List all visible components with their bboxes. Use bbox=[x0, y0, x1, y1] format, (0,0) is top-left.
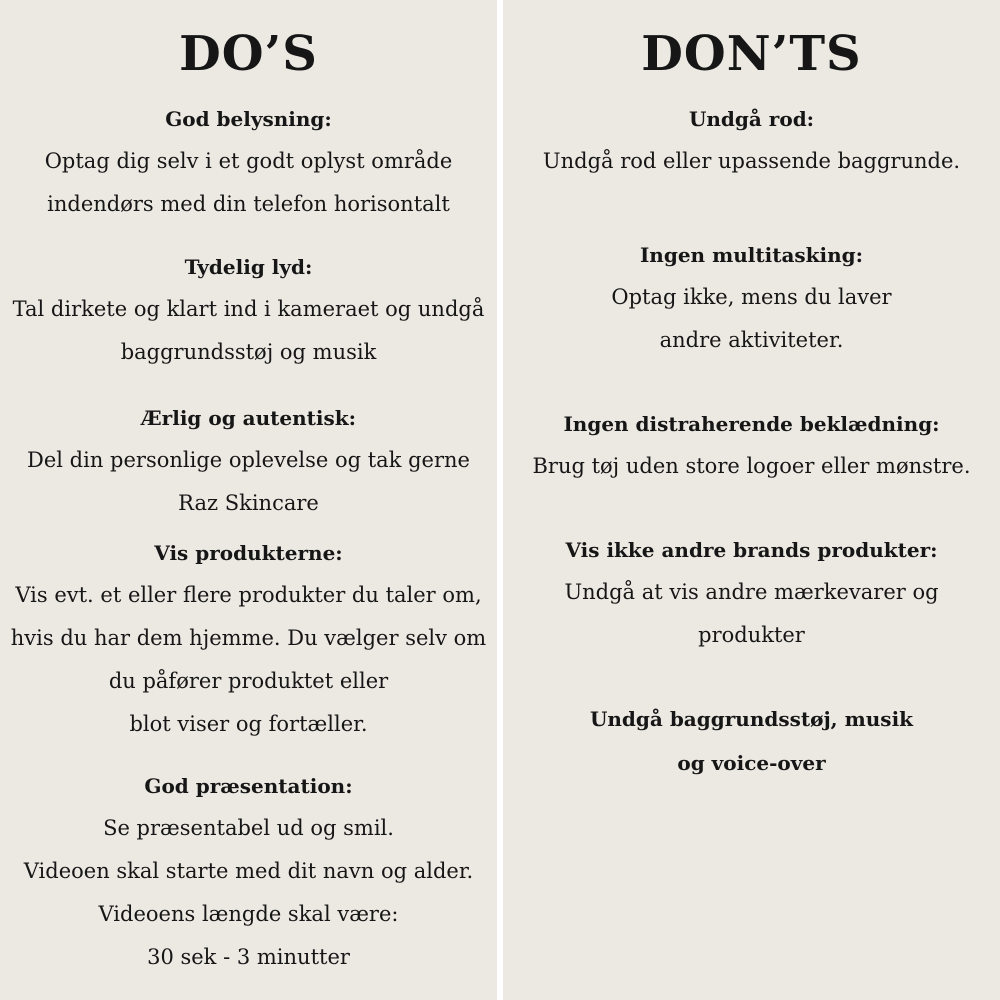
section-line: Videoens længde skal være: bbox=[98, 902, 399, 926]
section-line: Undgå rod eller upassende baggrunde. bbox=[542, 149, 961, 173]
section-title: God præsentation: bbox=[144, 774, 353, 798]
section-title: Ærlig og autentisk: bbox=[141, 406, 356, 430]
section-line: Tal dirkete og klart ind i kameraet og undgå bbox=[12, 297, 485, 321]
section-title: Tydelig lyd: bbox=[184, 255, 313, 279]
donts-section-background-noise bbox=[503, 697, 1000, 785]
section-line: Del din personlige oplevelse og tak gerne bbox=[27, 448, 470, 472]
section-line: produkter bbox=[698, 623, 805, 647]
donts-section-clothing bbox=[503, 403, 1000, 488]
section-line: Raz Skincare bbox=[178, 491, 319, 515]
dos-section-presentation bbox=[0, 765, 497, 979]
section-line: baggrundsstøj og musik bbox=[120, 340, 377, 364]
donts-heading: DON’TS bbox=[641, 26, 862, 82]
donts-column bbox=[503, 0, 1000, 1000]
section-line: blot viser og fortæller. bbox=[129, 712, 368, 736]
section-line: indendørs med din telefon horisontalt bbox=[47, 192, 450, 216]
section-line: Vis evt. et eller flere produkter du taler om, bbox=[15, 583, 482, 607]
section-line: Optag dig selv i et godt oplyst område bbox=[44, 149, 453, 173]
section-title: Ingen multitasking: bbox=[639, 243, 864, 267]
donts-section-multitasking bbox=[503, 234, 1000, 362]
section-line: Se præsentabel ud og smil. bbox=[103, 816, 394, 840]
dos-section-products bbox=[0, 532, 497, 746]
section-line: andre aktiviteter. bbox=[659, 328, 844, 352]
section-line: Brug tøj uden store logoer eller mønstre. bbox=[532, 454, 971, 478]
dos-section-authentic bbox=[0, 397, 497, 525]
section-line: du påfører produktet eller bbox=[108, 669, 389, 693]
section-line: Videoen skal starte med dit navn og alder. bbox=[23, 859, 474, 883]
section-title: Vis produkterne: bbox=[154, 541, 343, 565]
donts-section-other-brands bbox=[503, 529, 1000, 657]
dos-section-lighting bbox=[0, 98, 497, 226]
donts-section-clutter bbox=[503, 98, 1000, 183]
section-title: Undgå baggrundsstøj, musik bbox=[589, 707, 914, 731]
section-line: Optag ikke, mens du laver bbox=[611, 285, 892, 309]
dos-heading: DO’S bbox=[179, 26, 318, 82]
section-title: Vis ikke andre brands produkter: bbox=[565, 538, 938, 562]
dos-column bbox=[0, 0, 497, 1000]
dos-section-sound bbox=[0, 246, 497, 374]
section-line: 30 sek - 3 minutter bbox=[147, 945, 350, 969]
section-line: hvis du har dem hjemme. Du vælger selv om bbox=[10, 626, 487, 650]
section-title: Ingen distraherende beklædning: bbox=[563, 412, 940, 436]
section-title: God belysning: bbox=[165, 107, 332, 131]
section-title: og voice-over bbox=[677, 751, 826, 775]
section-line: Undgå at vis andre mærkevarer og bbox=[564, 580, 939, 604]
section-title: Undgå rod: bbox=[688, 107, 815, 131]
